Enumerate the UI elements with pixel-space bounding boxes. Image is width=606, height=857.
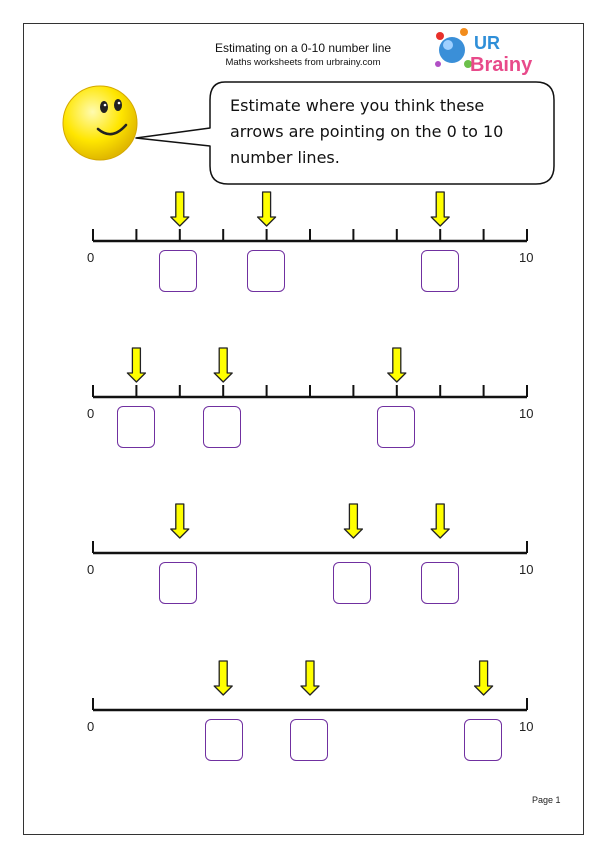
min-label: 0: [87, 562, 95, 577]
pointer-arrow-icon: [431, 504, 449, 538]
min-label: 0: [87, 406, 95, 421]
answer-box[interactable]: [290, 719, 328, 761]
pointer-arrow-icon: [344, 504, 362, 538]
pointer-arrow-icon: [127, 348, 145, 382]
max-label: 10: [519, 562, 534, 577]
pointer-arrow-icon: [214, 348, 232, 382]
number-line: [93, 192, 527, 241]
max-label: 10: [519, 719, 534, 734]
worksheet-subtitle: Maths worksheets from urbrainy.com: [225, 57, 381, 68]
pointer-arrow-icon: [431, 192, 449, 226]
pointer-arrow-icon: [475, 661, 493, 695]
number-line: [93, 348, 527, 397]
instruction-text: Estimate where you think these arrows are pointing on the 0 to 10 number lines.: [230, 96, 504, 167]
answer-box[interactable]: [159, 250, 197, 292]
min-label: 0: [87, 719, 95, 734]
pointer-arrow-icon: [171, 504, 189, 538]
answer-box[interactable]: [333, 562, 371, 604]
answer-box[interactable]: [377, 406, 415, 448]
pointer-arrow-icon: [301, 661, 319, 695]
answer-box[interactable]: [247, 250, 285, 292]
min-label: 0: [87, 250, 95, 265]
pointer-arrow-icon: [258, 192, 276, 226]
answer-box[interactable]: [421, 250, 459, 292]
answer-box[interactable]: [159, 562, 197, 604]
pointer-arrow-icon: [214, 661, 232, 695]
answer-box[interactable]: [205, 719, 243, 761]
answer-box[interactable]: [203, 406, 241, 448]
answer-box[interactable]: [464, 719, 502, 761]
worksheet-title: Estimating on a 0-10 number line: [214, 41, 392, 55]
logo-text-brainy: Brainy: [470, 54, 533, 76]
answer-box[interactable]: [117, 406, 155, 448]
number-line: [93, 504, 527, 553]
logo-text-ur: UR: [474, 33, 500, 53]
max-label: 10: [519, 406, 534, 421]
page-number: Page 1: [532, 795, 561, 805]
pointer-arrow-icon: [388, 348, 406, 382]
pointer-arrow-icon: [171, 192, 189, 226]
answer-box[interactable]: [421, 562, 459, 604]
number-line: [93, 661, 527, 710]
max-label: 10: [519, 250, 534, 265]
